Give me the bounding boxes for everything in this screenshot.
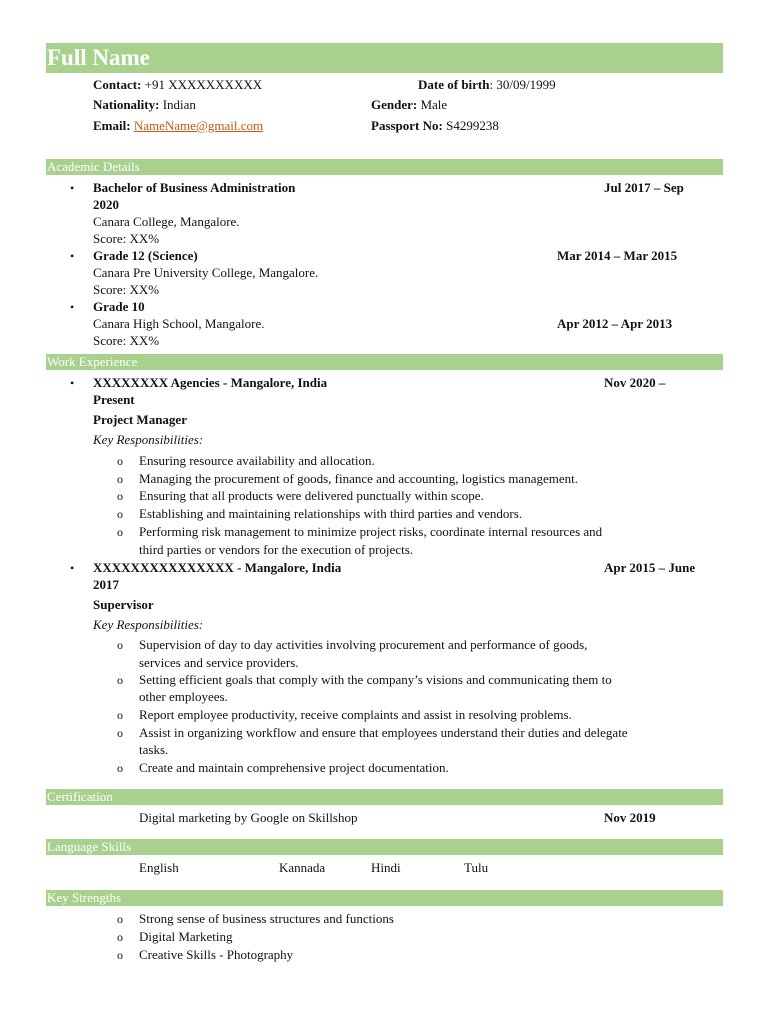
responsibility-item: Ensuring that all products were delivered punctually within scope. [139, 488, 484, 503]
circle-bullet-icon: o [117, 489, 123, 503]
work-resp-label: Key Responsibilities: [93, 617, 204, 632]
circle-bullet-icon: o [117, 948, 123, 962]
academic-date: Mar 2014 – Mar 2015 [557, 248, 678, 263]
academic-institution: Canara High School, Mangalore. [93, 316, 265, 331]
work-company-cont: 2017 [93, 577, 119, 592]
responsibility-item: Establishing and maintaining relationships with third parties and vendors. [139, 506, 523, 521]
bullet-icon: • [70, 376, 75, 390]
circle-bullet-icon: o [117, 912, 123, 926]
language-item: Hindi [371, 860, 401, 875]
nationality-row: Nationality: Indian [93, 97, 196, 112]
dob-row: Date of birth: 30/09/1999 [418, 77, 556, 92]
section-language: Language Skills [46, 839, 723, 855]
academic-score: Score: XX% [93, 231, 160, 246]
responsibility-item: Setting efficient goals that comply with the company’s visions and communicating them to [139, 672, 612, 687]
language-item: English [139, 860, 179, 875]
gender-row: Gender: Male [371, 97, 448, 112]
section-academic: Academic Details [46, 159, 723, 175]
work-role: Project Manager [93, 412, 187, 427]
certification-date: Nov 2019 [604, 810, 656, 825]
circle-bullet-icon: o [117, 454, 123, 468]
responsibility-item-cont: services and service providers. [139, 655, 299, 670]
responsibility-item: Assist in organizing workflow and ensure that employees understand their duties and delegate [139, 725, 628, 740]
responsibility-item: Managing the procurement of goods, finance and accounting, logistics management. [139, 471, 578, 486]
academic-title-cont: 2020 [93, 197, 119, 212]
circle-bullet-icon: o [117, 930, 123, 944]
academic-date: Apr 2012 – Apr 2013 [557, 316, 673, 331]
academic-institution: Canara College, Mangalore. [93, 214, 240, 229]
bullet-icon: • [70, 249, 75, 263]
work-resp-label: Key Responsibilities: [93, 432, 204, 447]
responsibility-item: Ensuring resource availability and allocation. [139, 453, 375, 468]
bullet-icon: • [70, 561, 75, 575]
circle-bullet-icon: o [117, 525, 123, 539]
academic-score: Score: XX% [93, 333, 160, 348]
section-certification: Certification [46, 789, 723, 805]
circle-bullet-icon: o [117, 472, 123, 486]
bullet-icon: • [70, 300, 75, 314]
work-company: XXXXXXXX Agencies - Mangalore, India [93, 375, 328, 390]
work-company-cont: Present [93, 392, 135, 407]
language-item: Tulu [464, 860, 489, 875]
circle-bullet-icon: o [117, 507, 123, 521]
email-link[interactable]: NameName@gmail.com [133, 118, 264, 133]
responsibility-item-cont: other employees. [139, 689, 228, 704]
academic-score: Score: XX% [93, 282, 160, 297]
circle-bullet-icon: o [117, 708, 123, 722]
full-name: Full Name [47, 45, 150, 70]
responsibility-item: Performing risk management to minimize project risks, coordinate internal resources and [139, 524, 603, 539]
circle-bullet-icon: o [117, 638, 123, 652]
section-strengths: Key Strengths [46, 890, 723, 906]
bullet-icon: • [70, 181, 75, 195]
responsibility-item: Create and maintain comprehensive project documentation. [139, 760, 449, 775]
academic-institution: Canara Pre University College, Mangalore. [93, 265, 319, 280]
work-date: Apr 2015 – June [604, 560, 696, 575]
strength-item: Digital Marketing [139, 929, 233, 944]
name-header [46, 43, 723, 73]
work-date: Nov 2020 – [604, 375, 666, 390]
responsibility-item-cont: tasks. [139, 742, 169, 757]
work-company: XXXXXXXXXXXXXXX - Mangalore, India [93, 560, 342, 575]
academic-title: Grade 12 (Science) [93, 248, 198, 263]
circle-bullet-icon: o [117, 761, 123, 775]
responsibility-item-cont: third parties or vendors for the execution of projects. [139, 542, 413, 557]
academic-title: Grade 10 [93, 299, 145, 314]
contact-row: Contact: +91 XXXXXXXXXX [93, 77, 263, 92]
responsibility-item: Supervision of day to day activities involving procurement and performance of goods, [139, 637, 588, 652]
work-role: Supervisor [93, 597, 154, 612]
academic-title: Bachelor of Business Administration [93, 180, 296, 195]
section-work: Work Experience [46, 354, 723, 370]
strength-item: Strong sense of business structures and functions [139, 911, 394, 926]
email-row: Email: NameName@gmail.com [93, 118, 264, 133]
certification-name: Digital marketing by Google on Skillshop [139, 810, 358, 825]
academic-date: Jul 2017 – Sep [604, 180, 684, 195]
strength-item: Creative Skills - Photography [139, 947, 294, 962]
language-item: Kannada [279, 860, 326, 875]
responsibility-item: Report employee productivity, receive complaints and assist in resolving problems. [139, 707, 572, 722]
circle-bullet-icon: o [117, 673, 123, 687]
passport-row: Passport No: S4299238 [371, 118, 499, 133]
circle-bullet-icon: o [117, 726, 123, 740]
